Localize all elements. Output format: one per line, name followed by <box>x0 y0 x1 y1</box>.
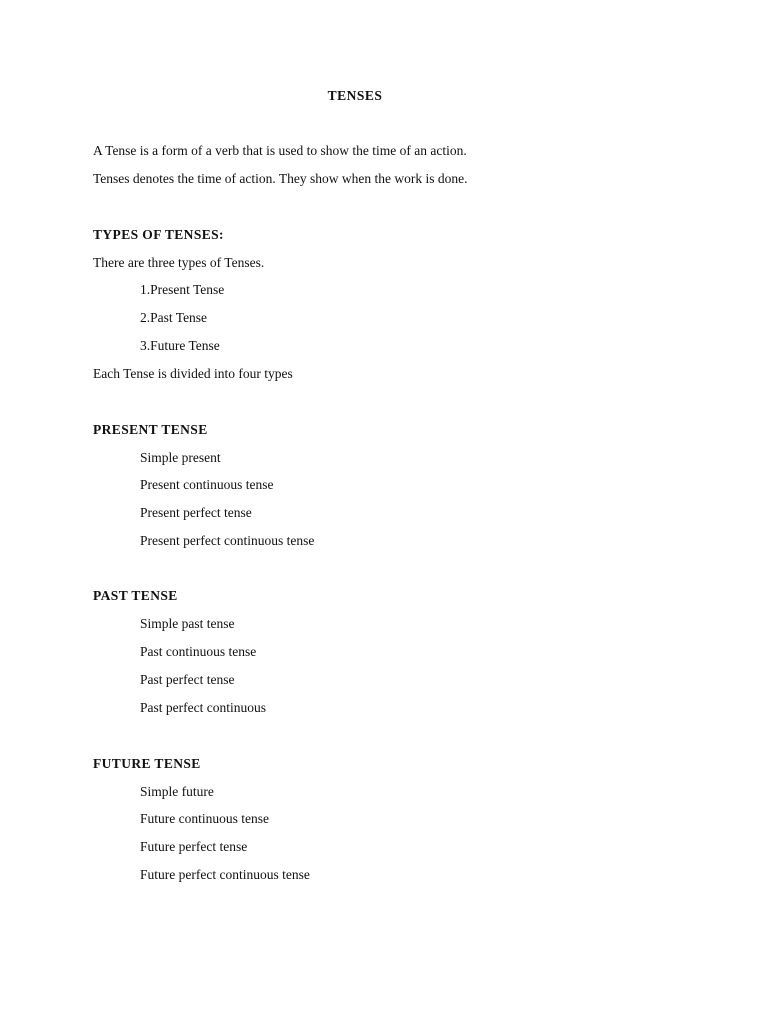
past-item-2: Past continuous tense <box>140 644 257 659</box>
past-tense-heading: PAST TENSE <box>93 588 178 603</box>
past-item-3: Past perfect tense <box>140 672 235 687</box>
types-lead: There are three types of Tenses. <box>93 255 265 270</box>
future-tense-heading: FUTURE TENSE <box>93 756 201 771</box>
present-item-3: Present perfect tense <box>140 505 252 520</box>
types-item-past: 2.Past Tense <box>140 310 208 325</box>
types-item-future: 3.Future Tense <box>140 338 220 353</box>
types-note: Each Tense is divided into four types <box>93 366 293 381</box>
past-item-1: Simple past tense <box>140 616 235 631</box>
present-tense-heading: PRESENT TENSE <box>93 422 208 437</box>
page-title: TENSES <box>327 88 383 103</box>
present-item-1: Simple present <box>140 450 221 465</box>
types-item-present: 1.Present Tense <box>140 282 225 297</box>
intro-line-1: A Tense is a form of a verb that is used to show the time of an action. <box>93 143 467 158</box>
future-item-4: Future perfect continuous tense <box>140 867 310 882</box>
present-item-4: Present perfect continuous tense <box>140 533 315 548</box>
past-item-4: Past perfect continuous <box>140 700 266 715</box>
types-heading: TYPES OF TENSES: <box>93 227 224 242</box>
future-item-1: Simple future <box>140 784 214 799</box>
present-item-2: Present continuous tense <box>140 477 274 492</box>
future-item-2: Future continuous tense <box>140 811 269 826</box>
future-item-3: Future perfect tense <box>140 839 248 854</box>
intro-line-2: Tenses denotes the time of action. They show when the work is done. <box>93 171 468 186</box>
